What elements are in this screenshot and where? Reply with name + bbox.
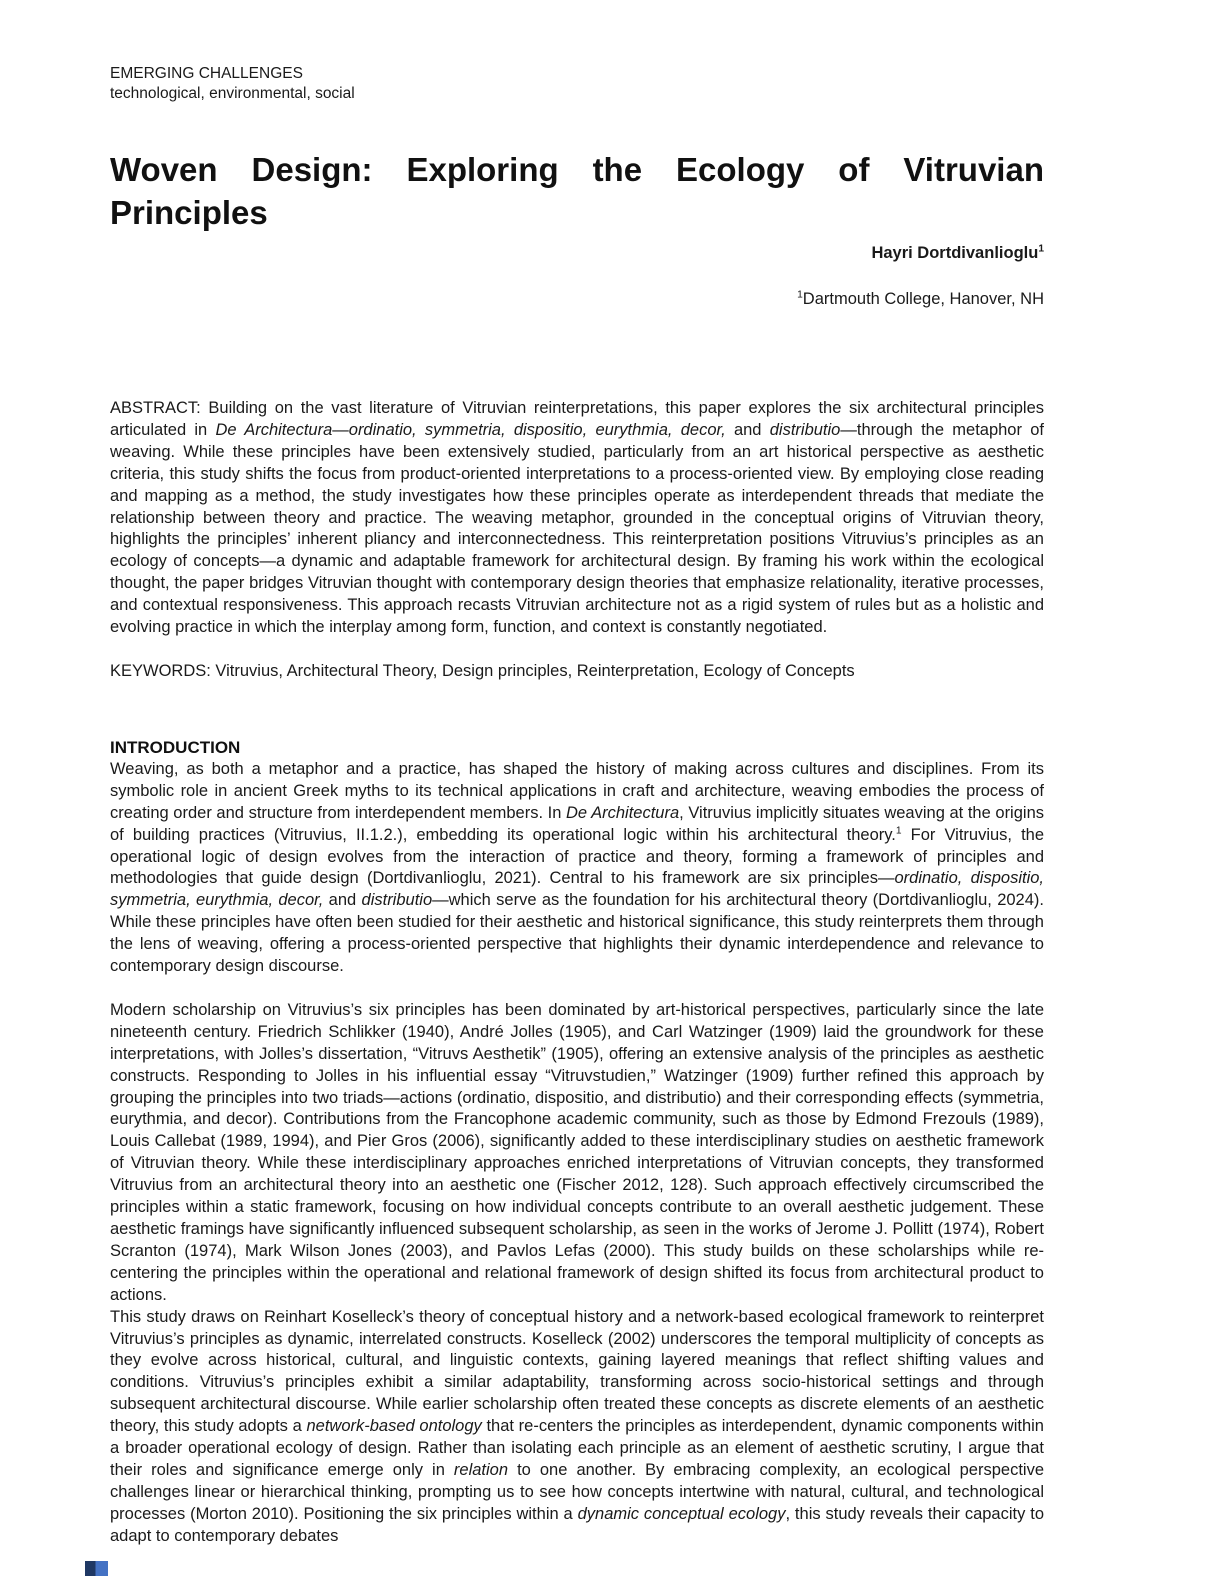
introduction-paragraph-1: Weaving, as both a metaphor and a practice, has shaped the history of making across cultures and disciplines. From its symbolic role in ancient Greek myths to its technical applications in craft and architecture, weaving embodies the process of creating order and structure from interdependent members. In De Architectura, Vitruvius implicitly situates weaving at the origins of building practices (Vitruvius, II.1.2.), embedding its operational logic within his architectural theory.$^1$ For Vitruvius, the operational logic of design evolves from the interaction of practice and theory, forming a framework of principles and methodologies that guide design (Dortdivanlioglu, 2021). Central to his framework are six principles—ordinatio, dispositio, symmetria, eurythmia, decor, and distributio—which serve as the foundation for his architectural theory (Dortdivanlioglu, 2024). While these principles have often been studied for their aesthetic and historical significance, this study reinterprets them through the lens of weaving, offering a process-oriented perspective that highlights their dynamic interdependence and relevance to contemporary design discourse. (110, 759, 1045, 976)
journal-masthead (110, 64, 1044, 104)
author-name: Hayri Dortdivanlioglu$^1$ (871, 243, 1044, 262)
keywords-line: KEYWORDS: Vitruvius, Architectural Theory, Design principles, Reinterpretation, Ecology of Concepts (110, 661, 855, 680)
introduction-paragraph-3: This study draws on Reinhart Koselleck’s theory of conceptual history and a network-based ecological framework to reinterpret Vitruvius’s principles as dynamic, interrelated constructs. Koselleck (2002) underscores the temporal multiplicity of concepts as they evolve across historical, cultural, and linguistic contexts, gaining layered meanings that reflect shifting values and conditions. Vitruvius’s principles exhibit a similar adaptability, transforming across socio-historical settings and through subsequent architectural discourse. While earlier scholarship often treated these concepts as discrete elements of an aesthetic theory, this study adopts a network-based ontology that re-centers the principles as interdependent, dynamic components within a broader operational ecology of design. Rather than isolating each principle as an element of aesthetic scrutiny, I argue that their roles and significance emerge only in relation to one another. By embracing complexity, an ecological perspective challenges linear or hierarchical thinking, prompting us to see how concepts intertwine with natural, cultural, and technological processes (Morton 2010). Positioning the six principles within a dynamic conceptual ecology, this study reveals their capacity to adapt to contemporary debates (110, 1307, 1044, 1545)
page-corner-artifact (85, 1561, 108, 1576)
journal-name: EMERGING CHALLENGES (110, 65, 303, 82)
paper-title: Woven Design: Exploring the Ecology of Vitruvian Principles (110, 151, 1044, 231)
journal-tagline: technological, environmental, social (110, 85, 355, 102)
abstract-paragraph: ABSTRACT: Building on the vast literature of Vitruvian reinterpretations, this paper explores the six architectural principles articulated in De Architectura—ordinatio, symmetria, dispositio, eurythmia, decor, and distributio—through the metaphor of weaving. While these principles have been extensively studied, particularly from an art historical perspective as aesthetic criteria, this study shifts the focus from product-oriented interpretations to a process-oriented view. By employing close reading and mapping as a method, the study investigates how these principles operate as interdependent threads that mediate the relationship between theory and practice. The weaving metaphor, grounded in the conceptual origins of Vitruvian theory, highlights the principles’ inherent pliancy and interconnectedness. This reinterpretation positions Vitruvius’s principles as an ecology of concepts—a dynamic and adaptable framework for architectural design. By framing his work within the ecological thought, the paper bridges Vitruvian thought with contemporary design theories that emphasize relationality, iterative processes, and contextual responsiveness. This approach recasts Vitruvian architecture not as a rigid system of rules but as a holistic and evolving practice in which the interplay among form, function, and context is constantly negotiated. (110, 399, 1044, 637)
introduction-paragraph-2: Modern scholarship on Vitruvius’s six principles has been dominated by art-historical perspectives, particularly since the late nineteenth century. Friedrich Schlikker (1940), André Jolles (1905), and Carl Watzinger (1909) laid the groundwork for these interpretations, with Jolles’s dissertation, “Vitruvs Aesthetik” (1905), offering an extensive analysis of the principles as aesthetic constructs. Responding to Jolles in his influential essay “Vitruvstudien,” Watzinger (1909) further refined this approach by grouping the principles into two triads—actions (ordinatio, dispositio, and distributio) and their corresponding effects (symmetria, eurythmia, and decor). Contributions from the Francophone academic community, such as those by Edmond Frezouls (1989), Louis Callebat (1989, 1994), and Pier Gros (2006), significantly added to these interdisciplinary studies on aesthetic framework of Vitruvian theory. While these interdisciplinary approaches enriched interpretations of Vitruvian concepts, they transformed Vitruvius from an architectural theory into an aesthetic one (Fischer 2012, 128). Such approach effectively circumscribed the principles within a static framework, focusing on how individual concepts contribute to an overall aesthetic judgement. These aesthetic framings have significantly influenced subsequent scholarship, as seen in the works of Jerome J. Pollitt (1974), Robert Scranton (1974), Mark Wilson Jones (2003), and Pavlos Lefas (2000). This study builds on these scholarships while re-centering the principles within the operational and relational framework of design shifted its focus from architectural product to actions. (110, 1000, 1044, 1304)
author-affiliation: $^1$Dartmouth College, Hanover, NH (797, 289, 1044, 308)
introduction-heading: INTRODUCTION (110, 737, 241, 757)
page-content (110, 0, 1044, 1548)
